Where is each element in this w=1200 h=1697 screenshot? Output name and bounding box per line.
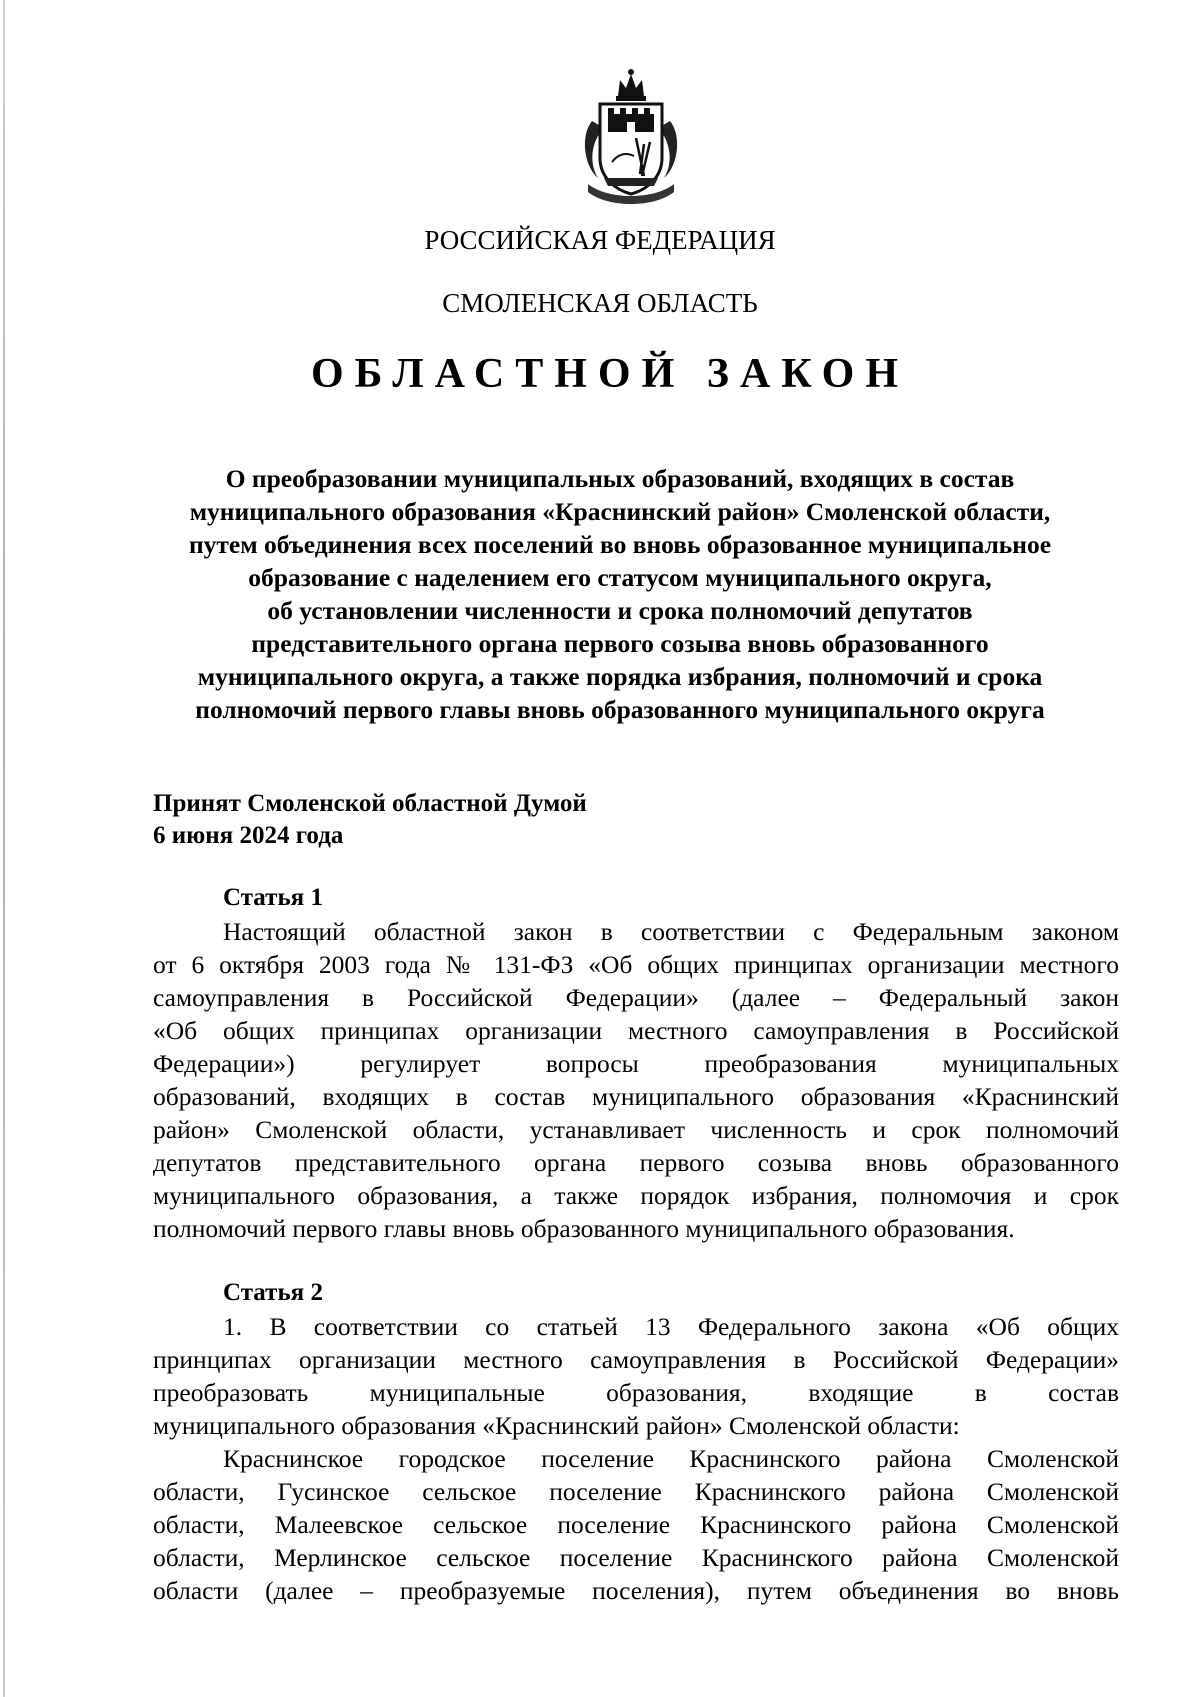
title-line: об установлении численности и срока полномочий депутатов — [267, 596, 973, 625]
text-line: муниципального образования, а также порядок избрания, полномочия и срок — [153, 1181, 1119, 1210]
text-line: образований, входящих в состав муниципального образования «Краснинский — [153, 1082, 1119, 1111]
text-line: от 6 октября 2003 года № 131-ФЗ «Об общих принципах организации местного — [153, 950, 1119, 979]
text-line: Федерации») регулирует вопросы преобразования муниципальных — [153, 1049, 1119, 1078]
text-line: принципах организации местного самоуправления в Российской Федерации» — [153, 1345, 1119, 1374]
article-1-heading: Статья 1 — [223, 884, 323, 911]
law-title — [140, 462, 1100, 726]
adopted-by: Принят Смоленской областной Думой — [153, 790, 587, 817]
text-line: Настоящий областной закон в соответствии с Федеральным законом — [223, 917, 1119, 946]
country-name: РОССИЙСКАЯ ФЕДЕРАЦИЯ — [424, 225, 776, 255]
text-line: 1. В соответствии со статьей 13 Федерального закона «Об общих — [223, 1312, 1119, 1341]
article-1-text — [153, 915, 1119, 1245]
title-line: представительного органа первого созыва вновь образованного — [251, 629, 989, 658]
text-line: муниципального образования «Краснинский район» Смоленской области: — [153, 1411, 960, 1440]
text-line: «Об общих принципах организации местного самоуправления в Российской — [153, 1016, 1119, 1045]
region-name: СМОЛЕНСКАЯ ОБЛАСТЬ — [442, 288, 758, 318]
text-line: области, Мерлинское сельское поселение Краснинского района Смоленской — [153, 1543, 1119, 1572]
text-line: Краснинское городское поселение Краснинского района Смоленской — [223, 1444, 1119, 1473]
smolensk-coat-of-arms-icon — [578, 66, 684, 208]
adoption-info — [153, 788, 587, 852]
title-line: О преобразовании муниципальных образований, входящих в состав — [225, 464, 1015, 493]
title-line: путем объединения всех поселений во вновь образованное муниципальное — [188, 530, 1052, 559]
text-line: полномочий первого главы вновь образованного муниципального образования. — [153, 1214, 1015, 1243]
text-line: области, Гусинское сельское поселение Краснинского района Смоленской — [153, 1477, 1119, 1506]
article-2-heading: Статья 2 — [223, 1279, 323, 1306]
article-2-paragraph-1 — [153, 1310, 1119, 1442]
title-line: полномочий первого главы вновь образованного муниципального округа — [195, 695, 1045, 724]
text-line: депутатов представительного органа первого созыва вновь образованного — [153, 1148, 1119, 1177]
text-line: район» Смоленской области, устанавливает численность и срок полномочий — [153, 1115, 1119, 1144]
title-line: образование с наделением его статусом муниципального округа, — [248, 563, 992, 592]
article-2-paragraph-2 — [153, 1442, 1119, 1607]
adopted-date: 6 июня 2024 года — [153, 822, 344, 849]
title-line: муниципального образования «Краснинский район» Смоленской области, — [189, 497, 1051, 526]
text-line: преобразовать муниципальные образования, входящие в состав — [153, 1378, 1119, 1407]
text-line: самоуправления в Российской Федерации» (далее – Федеральный закон — [153, 983, 1119, 1012]
document-type: ОБЛАСТНОЙ ЗАКОН — [310, 351, 910, 397]
text-line: области (далее – преобразуемые поселения), путем объединения во вновь — [153, 1576, 1119, 1605]
text-line: области, Малеевское сельское поселение Краснинского района Смоленской — [153, 1510, 1119, 1539]
title-line: муниципального округа, а также порядка избрания, полномочий и срока — [197, 662, 1043, 691]
